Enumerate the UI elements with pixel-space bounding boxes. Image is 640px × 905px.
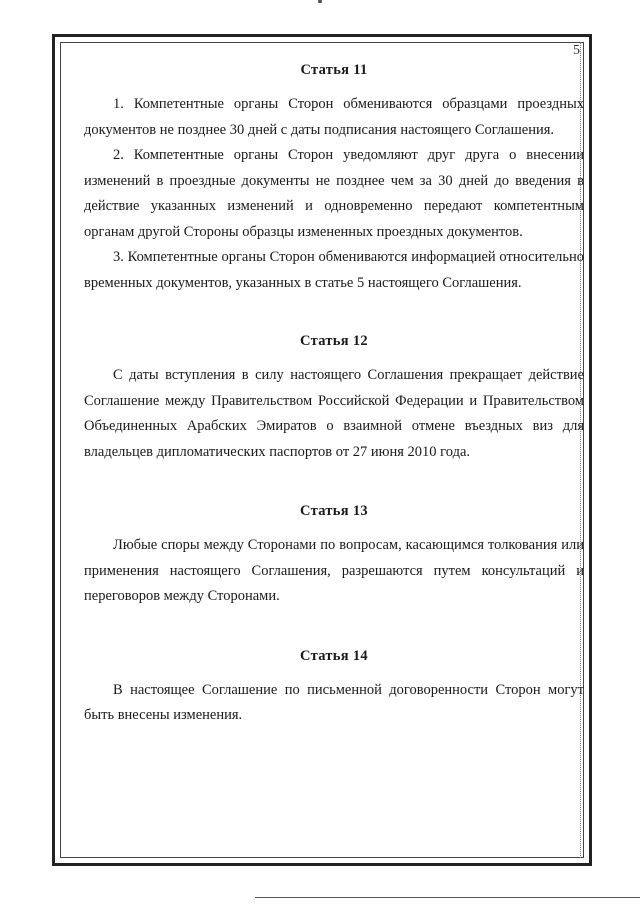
- article-14: [84, 648, 584, 729]
- scan-mark: [318, 0, 322, 3]
- article-11-paragraph-1: 1. Компетентные органы Сторон обмениваются образцами проездных документов не позднее 30 дней с даты подписания настоящего Соглашения.: [84, 96, 584, 138]
- article-11: [84, 62, 584, 296]
- article-12-paragraph-1: С даты вступления в силу настоящего Соглашения прекращает действие Соглашение между Правительством Российской Федерации и Правительством Объединенных Арабских Эмиратов о взаимной отмене въездных виз для владельцев дипломатических паспортов от 27 июня 2010 года.: [84, 367, 584, 460]
- page-number: 5: [573, 43, 580, 58]
- article-13: [84, 503, 584, 610]
- article-12-title: Статья 12: [300, 333, 368, 349]
- bottom-rule: [255, 897, 640, 898]
- article-13-title: Статья 13: [300, 503, 368, 519]
- article-11-paragraph-3: 3. Компетентные органы Сторон обмениваются информацией относительно временных документов, указанных в статье 5 настоящего Соглашения.: [84, 249, 584, 291]
- article-12: [84, 333, 584, 465]
- article-11-paragraph-2: 2. Компетентные органы Сторон уведомляют друг друга о внесении изменений в проездные документы не позднее чем за 30 дней до введения в действие указанных изменений и одновременно передают компетентным органам другой Стороны образцы измененных проездных документов.: [84, 147, 584, 240]
- article-14-title: Статья 14: [300, 647, 368, 664]
- article-14-paragraph-1: В настоящее Соглашение по письменной договоренности Сторон могут быть внесены изменения.: [84, 681, 584, 723]
- document-body: [84, 60, 584, 729]
- article-13-paragraph-1: Любые споры между Сторонами по вопросам, касающимся толкования или применения настоящего Соглашения, разрешаются путем консультаций и переговоров между Сторонами.: [84, 537, 584, 604]
- article-11-title: Статья 11: [300, 62, 368, 78]
